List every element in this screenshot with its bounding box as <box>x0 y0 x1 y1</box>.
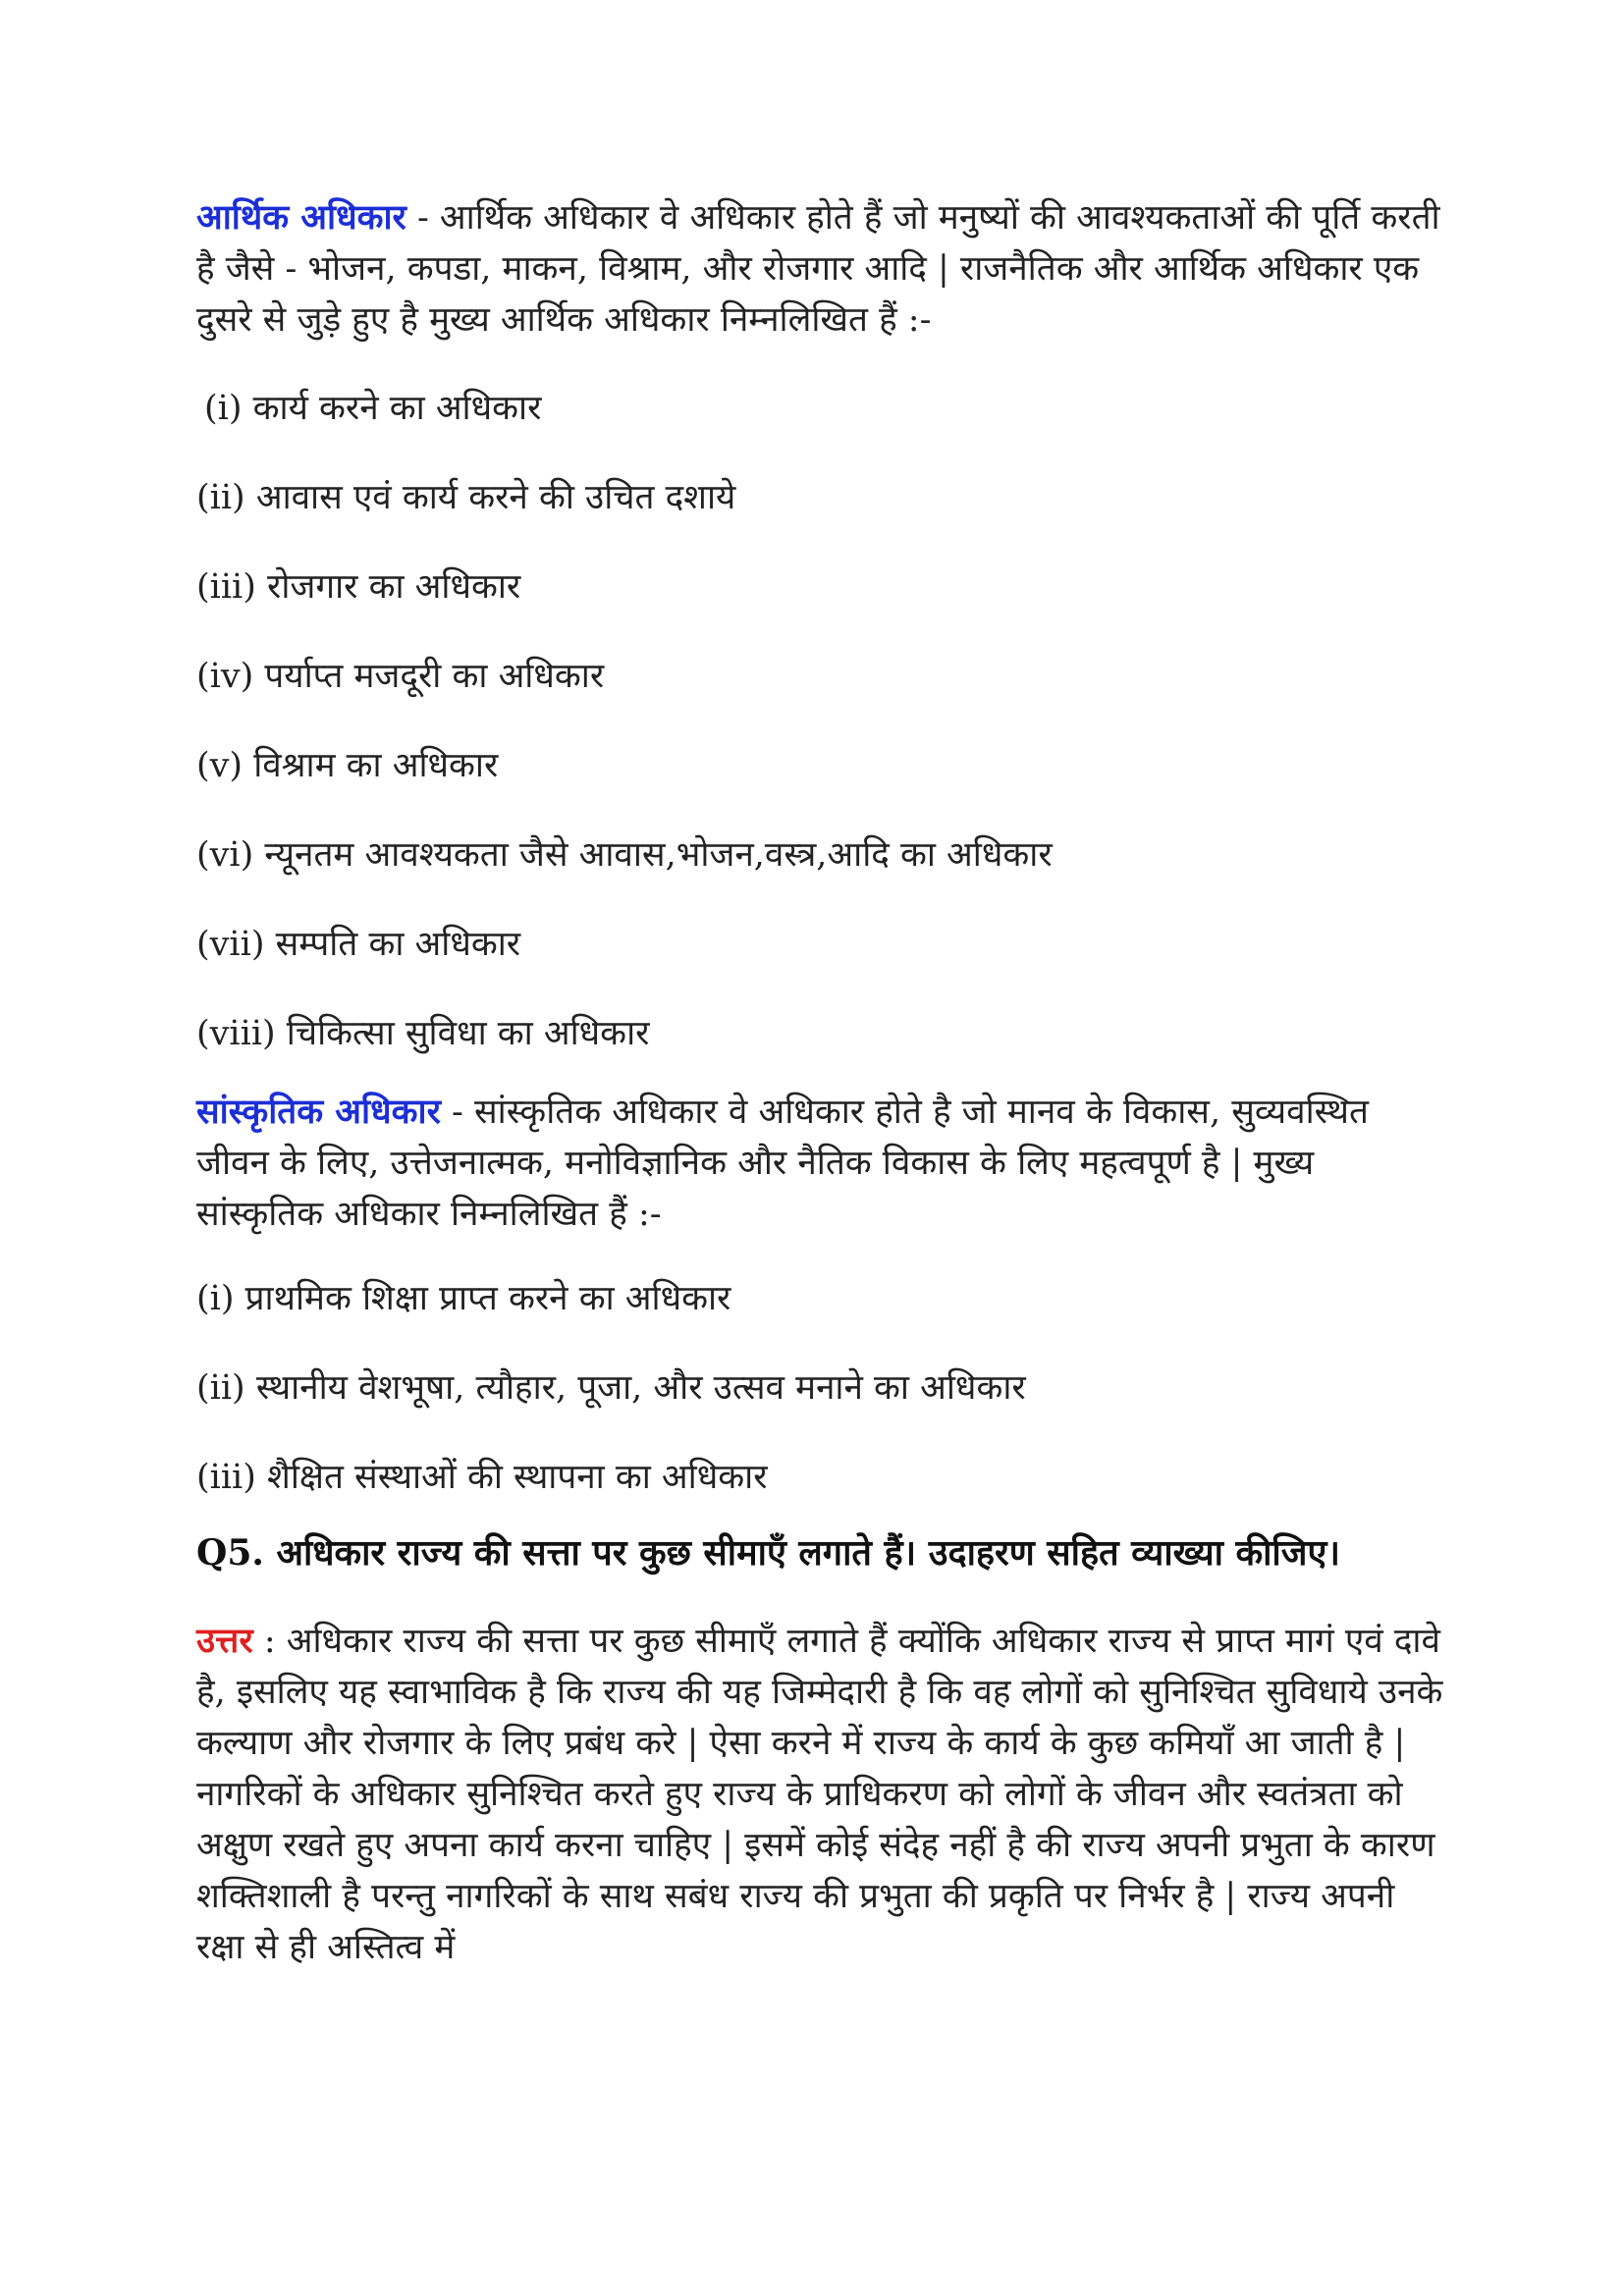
cultural-rights-paragraph <box>196 1087 1443 1240</box>
answer-text: : अधिकार राज्य की सत्ता पर कुछ सीमाएँ लगाते हैं क्योंकि अधिकार राज्य से प्राप्त मागं एवं दावे है, इसलिए यह स्वाभाविक है कि राज्य की यह जिम्मेदारी है कि वह लोगों को सुनिश्चित सुविधाये उनके कल्याण और रोजगार के लिए प्रबंध करे | ऐसा करने में राज्य के कार्य के कुछ कमियाँ आ जाती है | नागरिकों के अधिकार सुनिश्चित करते हुए राज्य के प्राधिकरण को लोगों के जीवन और स्वतंत्रता को अक्षुण रखते हुए अपना कार्य करना चाहिए | इसमें कोई संदेह नहीं है की राज्य अपनी प्रभुता के कारण शक्तिशाली है परन्तु नागरिकों के साथ सबंध राज्य की प्रभुता की प्रकृति पर निर्भर है | राज्य अपनी रक्षा से ही अस्तित्व में <box>196 1622 1443 1967</box>
document-page <box>196 192 1443 1973</box>
list-item: (i) कार्य करने का अधिकार <box>204 389 542 428</box>
list-item: (ii) आवास एवं कार्य करने की उचित दशाये <box>196 478 736 517</box>
list-item: (v) विश्राम का अधिकार <box>196 746 499 785</box>
list-item: (ii) स्थानीय वेशभूषा, त्यौहार, पूजा, और उत्सव मनाने का अधिकार <box>196 1368 1026 1408</box>
answer-label: उत्तर <box>196 1622 253 1661</box>
economic-rights-term: आर्थिक अधिकार <box>196 198 406 238</box>
economic-rights-list <box>196 383 1443 1059</box>
list-item: (i) प्राथमिक शिक्षा प्राप्त करने का अधिकार <box>196 1279 731 1318</box>
list-item: (iii) रोजगार का अधिकार <box>196 567 521 607</box>
question-number: Q5. <box>196 1532 264 1574</box>
question-text: अधिकार राज्य की सत्ता पर कुछ सीमाएँ लगाते हैं। उदाहरण सहित व्याख्या कीजिए। <box>263 1533 1341 1574</box>
cultural-rights-list <box>196 1273 1443 1503</box>
list-item: (vii) सम्पति का अधिकार <box>196 925 521 964</box>
list-item: (vi) न्यूनतम आवश्यकता जैसे आवास,भोजन,वस्त्र,आदि का अधिकार <box>196 835 1053 875</box>
answer-paragraph <box>196 1616 1443 1973</box>
cultural-rights-text: - सांस्कृतिक अधिकार वे अधिकार होते है जो मानव के विकास, सुव्यवस्थित जीवन के लिए, उत्तेजनात्मक, मनोविज्ञानिक और नैतिक विकास के लिए महत्वपूर्ण है | मुख्य सांस्कृतिक अधिकार निम्नलिखित हैं :- <box>196 1093 1369 1234</box>
list-item: (viii) चिकित्सा सुविधा का अधिकार <box>196 1014 650 1053</box>
list-item: (iv) पर्याप्त मजदूरी का अधिकार <box>196 657 605 696</box>
cultural-rights-term: सांस्कृतिक अधिकार <box>196 1093 441 1132</box>
economic-rights-text: - आर्थिक अधिकार वे अधिकार होते हैं जो मनुष्यों की आवश्यकताओं की पूर्ति करती है जैसे - भोजन, कपडा, माकन, विश्राम, और रोजगार आदि | राजनैतिक और आर्थिक अधिकार एक दुसरे से जुड़े हुए है मुख्य आर्थिक अधिकार निम्नलिखित हैं :- <box>196 198 1440 340</box>
economic-rights-paragraph <box>196 192 1443 346</box>
question-heading <box>196 1526 1443 1580</box>
list-item: (iii) शैक्षित संस्थाओं की स्थापना का अधिकार <box>196 1458 768 1497</box>
